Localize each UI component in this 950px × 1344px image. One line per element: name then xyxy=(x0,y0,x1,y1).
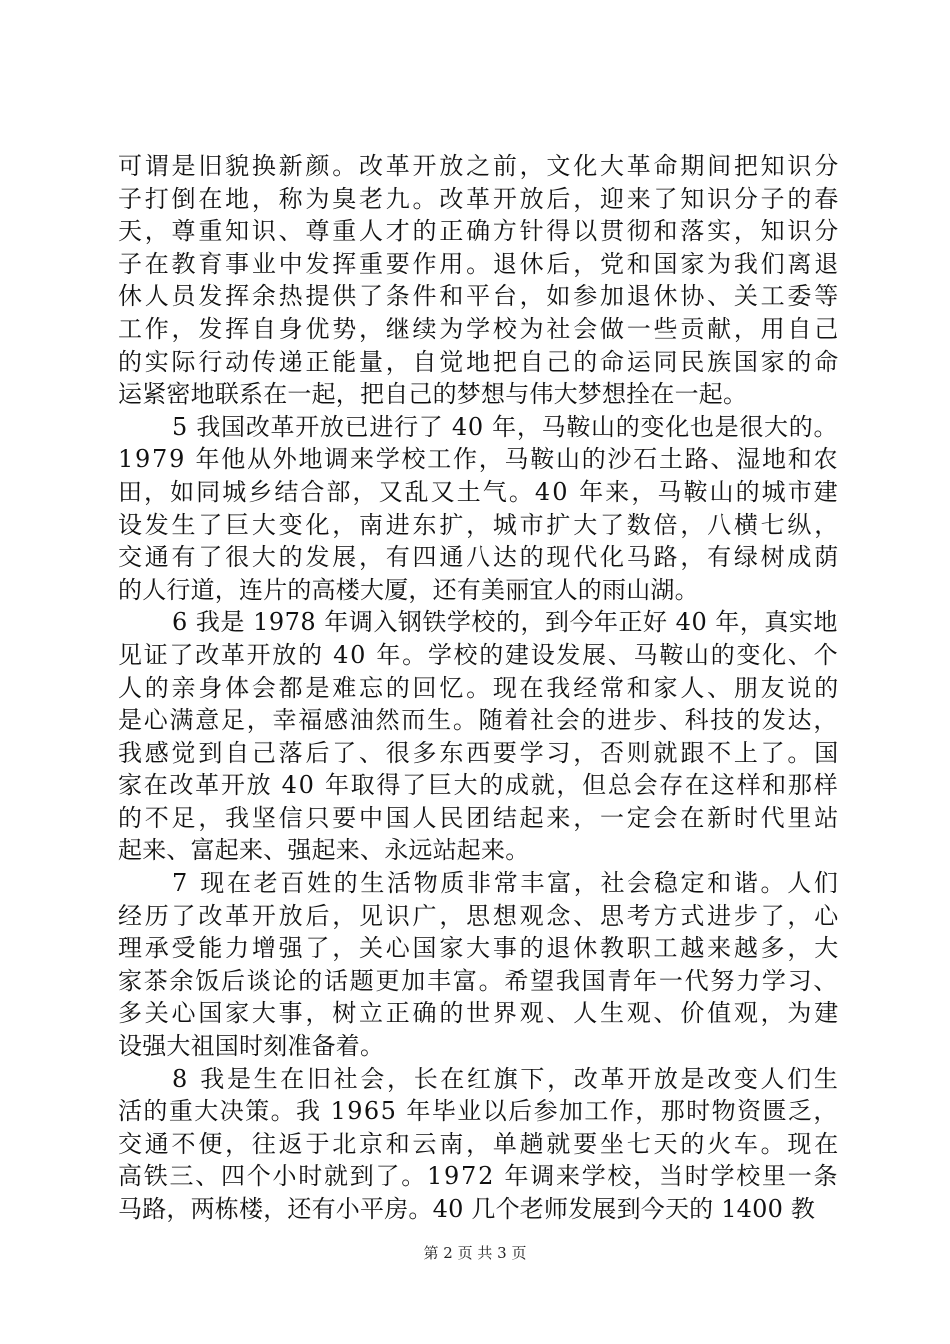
text-line: 马路，两栋楼，还有小平房。40 几个老师发展到今天的 1400 教 xyxy=(118,1195,816,1223)
text-line: 家茶余饭后谈论的话题更加丰富。希望我国青年一代努力学习、 xyxy=(118,966,840,995)
text-line: 天，尊重知识、尊重人才的正确方针得以贯彻和落实，知识分 xyxy=(118,217,841,246)
document-body xyxy=(118,150,841,1226)
text-line: 子打倒在地，称为臭老九。改革开放后，迎来了知识分子的春 xyxy=(118,184,841,213)
text-line: 可谓是旧貌换新颜。改革开放之前，文化大革命期间把知识分 xyxy=(118,152,841,180)
text-line: 1979 年他从外地调来学校工作，马鞍山的沙石土路、湿地和农 xyxy=(118,445,840,474)
text-line: 设发生了巨大变化，南进东扩，城市扩大了数倍，八横七纵， xyxy=(118,510,841,539)
text-line: 见证了改革开放的 40 年。学校的建设发展、马鞍山的变化、个 xyxy=(118,640,840,669)
text-line: 活的重大决策。我 1965 年毕业以后参加工作，那时物资匮乏， xyxy=(118,1097,839,1126)
text-line: 8 我是生在旧社会，长在红旗下，改革开放是改变人们生 xyxy=(172,1064,841,1093)
text-line: 6 我是 1978 年调入钢铁学校的，到今年正好 40 年，真实地 xyxy=(172,608,838,637)
text-line: 多关心国家大事，树立正确的世界观、人生观、价值观，为建 xyxy=(118,999,841,1028)
text-line: 交通有了很大的发展，有四通八达的现代化马路，有绿树成荫 xyxy=(118,543,841,572)
page-footer: 第 2 页 共 3 页 xyxy=(423,1244,527,1262)
text-line: 的不足，我坚信只要中国人民团结起来，一定会在新时代里站 xyxy=(118,803,841,832)
text-line: 设强大祖国时刻准备着。 xyxy=(118,1032,385,1061)
text-line: 运紧密地联系在一起，把自己的梦想与伟大梦想拴在一起。 xyxy=(118,380,748,409)
text-line: 是心满意足，幸福感油然而生。随着社会的进步、科技的发达， xyxy=(118,706,840,735)
text-line: 经历了改革开放后，见识广，思想观念、思考方式进步了，心 xyxy=(118,901,841,930)
text-line: 我感觉到自己落后了、很多东西要学习，否则就跟不上了。国 xyxy=(118,738,841,767)
text-line: 5 我国改革开放已进行了 40 年，马鞍山的变化也是很大的。 xyxy=(172,412,839,441)
text-line: 起来、富起来、强起来、永远站起来。 xyxy=(118,836,530,865)
text-line: 的人行道，连片的高楼大厦，还有美丽宜人的雨山湖。 xyxy=(118,575,699,604)
text-line: 理承受能力增强了，关心国家大事的退休教职工越来越多，大 xyxy=(118,934,841,963)
text-line: 的实际行动传递正能量，自觉地把自己的命运同民族国家的命 xyxy=(118,347,841,376)
text-line: 休人员发挥余热提供了条件和平台，如参加退休协、关工委等 xyxy=(118,282,841,311)
text-line: 7 现在老百姓的生活物质非常丰富，社会稳定和谐。人们 xyxy=(172,869,841,898)
text-line: 工作，发挥自身优势，继续为学校为社会做一些贡献，用自己 xyxy=(118,314,841,343)
text-line: 田，如同城乡结合部，又乱又土气。40 年来，马鞍山的城市建 xyxy=(118,477,840,506)
text-line: 人的亲身体会都是难忘的回忆。现在我经常和家人、朋友说的 xyxy=(118,673,841,702)
text-line: 家在改革开放 40 年取得了巨大的成就，但总会存在这样和那样 xyxy=(118,771,840,800)
text-line: 子在教育事业中发挥重要作用。退休后，党和国家为我们离退 xyxy=(118,249,841,278)
text-line: 交通不便，往返于北京和云南，单趟就要坐七天的火车。现在 xyxy=(118,1129,841,1158)
text-line: 高铁三、四个小时就到了。1972 年调来学校，当时学校里一条 xyxy=(118,1162,840,1191)
